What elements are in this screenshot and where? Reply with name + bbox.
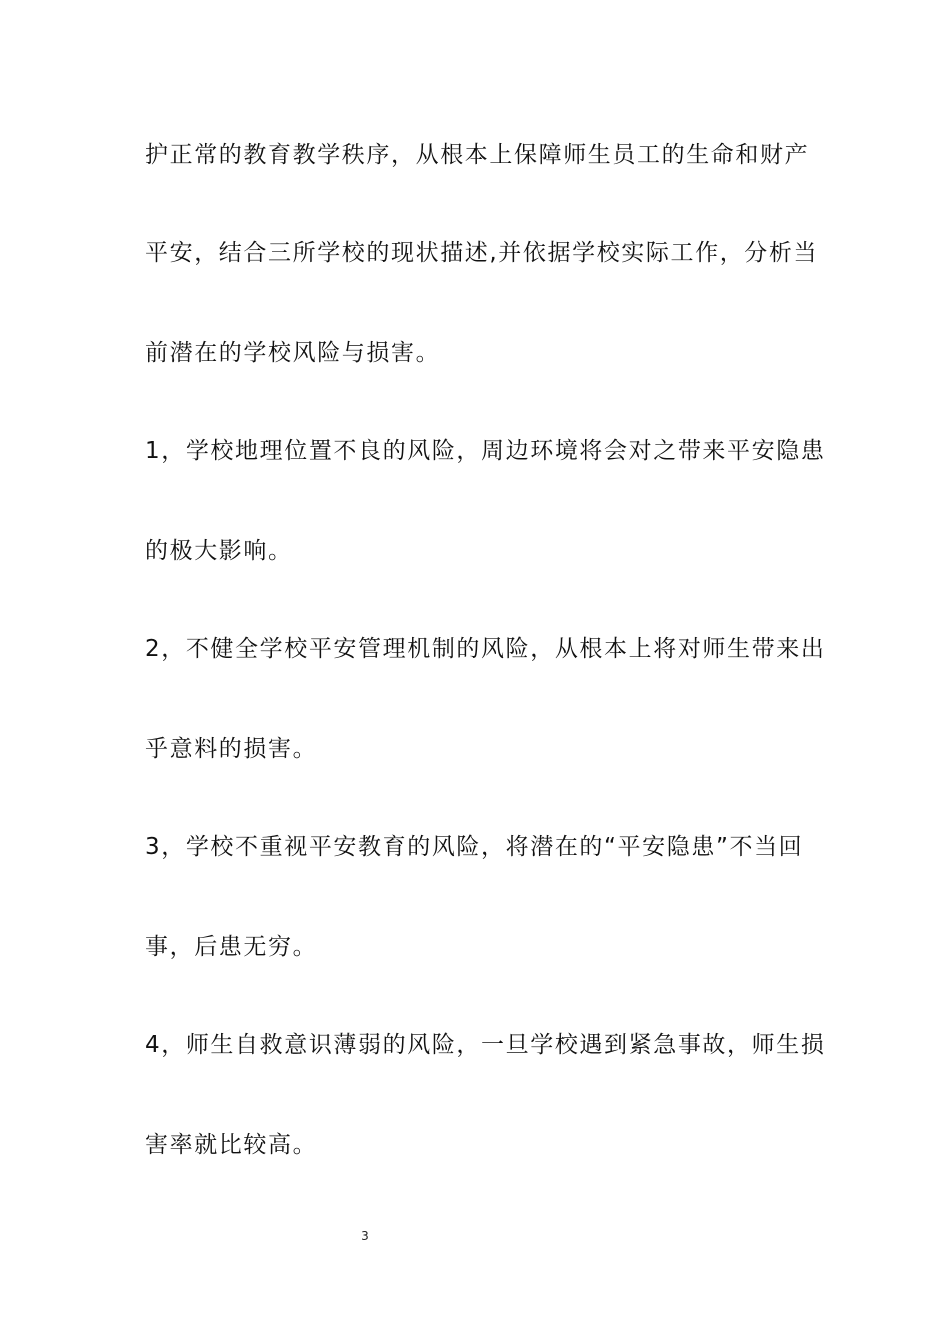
text-line: 的极大影响。 xyxy=(145,538,293,564)
text-line: 护正常的教育教学秩序，从根本上保障师生员工的生命和财产 xyxy=(145,142,810,168)
text-line: 害率就比较高。 xyxy=(145,1132,318,1158)
text-line: 事，后患无穷。 xyxy=(145,934,318,960)
text-line: 2，不健全学校平安管理机制的风险，从根本上将对师生带来出 xyxy=(145,636,826,662)
text-line: 前潜在的学校风险与损害。 xyxy=(145,340,441,366)
page-number: 3 xyxy=(361,1229,369,1243)
text-line: 3，学校不重视平安教育的风险，将潜在的“平安隐患”不当回 xyxy=(145,834,804,860)
text-line: 1，学校地理位置不良的风险，周边环境将会对之带来平安隐患 xyxy=(145,438,826,464)
text-line: 4，师生自救意识薄弱的风险，一旦学校遇到紧急事故，师生损 xyxy=(145,1032,826,1058)
text-line: 乎意料的损害。 xyxy=(145,736,318,762)
text-line: 平安，结合三所学校的现状描述,并依据学校实际工作，分析当 xyxy=(145,240,819,266)
